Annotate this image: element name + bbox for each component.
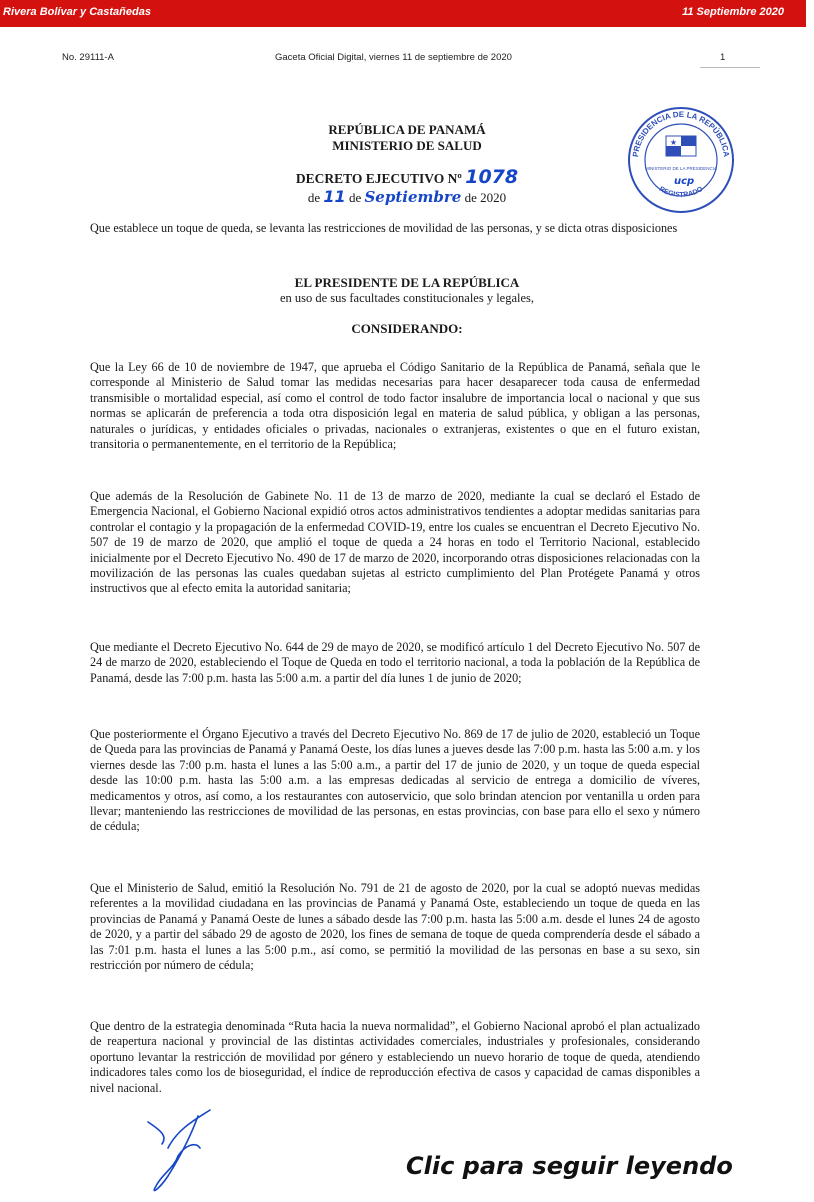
gazette-rule <box>700 67 760 68</box>
decree-summary: Que establece un toque de queda, se levanta las restricciones de movilidad de las personas, y se dicta otras disposiciones <box>90 221 678 235</box>
presidency-seal-icon <box>622 104 740 214</box>
header-date: 11 Septiembre 2020 <box>682 6 784 18</box>
seal-ring-text: PRESIDENCIA DE LA REPÚBLICA <box>631 109 731 158</box>
gazette-title: Gaceta Oficial Digital, viernes 11 de septiembre de 2020 <box>275 52 512 63</box>
paragraph-6: Que dentro de la estrategia denominada “Ruta hacia la nueva normalidad”, el Gobierno Nacional aprobó el plan actualizado de reapertura nacional y provincial de las distintas actividades comerciales, industriales y profesionales, considerando oportuno levantar la restricción de movilidad por género y estableciendo un nuevo horario de toque de queda, atendiendo indicadores tales como los de bioseguridad, el índice de reproducción efectiva de casos y capacidad de camas disponibles a nivel nacional. <box>90 1019 700 1095</box>
header-banner <box>0 0 806 27</box>
decree-label: DECRETO EJECUTIVO Nº <box>295 171 462 186</box>
panama-flag-icon <box>666 136 696 157</box>
continue-reading-link[interactable]: Clic para seguir leyendo <box>406 1152 733 1180</box>
paragraph-5: Que el Ministerio de Salud, emitió la Resolución No. 791 de 21 de agosto de 2020, por la cual se adoptó nuevas medidas referentes a la movilidad ciudadana en las provincias de Panamá y Panamá Oste, estableciendo un toque de queda en las provincias de Panamá y Panamá Oeste de lunes a sábado desde las 7:00 p.m. hasta las 5:00 a.m. desde el lunes 24 de agosto de 2020, y a partir del sábado 29 de agosto de 2020, los fines de semana de toque de queda comprendería desde el sábado a las 7:01 p.m. hasta el lunes a las 5:00 p.m., así como, se permitió la movilidad de las personas en base a su sexo, sin restricción por número de cédula; <box>90 881 700 973</box>
decree-date-suffix: de 2020 <box>464 190 507 205</box>
decree-date-middle: de <box>348 190 362 205</box>
handwritten-signature <box>138 1108 248 1198</box>
paragraph-3: Que mediante el Decreto Ejecutivo No. 644 de 29 de mayo de 2020, se modificó artículo 1 del Decreto Ejecutivo No. 507 de 24 de marzo de 2020, estableciendo el Toque de Queda en todo el territorio nacional, a toda la población de la República de Panamá, desde las 7:00 p.m. hasta las 5:00 a.m. a partir del día lunes 1 de junio de 2020; <box>90 640 700 685</box>
svg-text:★: ★ <box>669 138 678 147</box>
seal-inner-text: MINISTERIO DE LA PRESIDENCIA <box>644 166 718 171</box>
president-title: EL PRESIDENTE DE LA REPÚBLICA <box>294 275 520 290</box>
gazette-page: 1 <box>720 52 726 63</box>
heading-ministry: MINISTERIO DE SALUD <box>332 138 482 153</box>
decree-month: Septiembre <box>364 188 462 206</box>
considerando-heading: CONSIDERANDO: <box>351 321 463 336</box>
svg-text:REGISTRADO <box>658 186 705 199</box>
seal-bottom-text: REGISTRADO <box>657 185 705 199</box>
paragraph-2: Que además de la Resolución de Gabinete No. 11 de 13 de marzo de 2020, mediante la cual se declaró el Estado de Emergencia Nacional, el Gobierno Nacional expidió otros actos administrativos tendientes a adoptar medidas sanitarias para controlar el contagio y la propagación de la enfermedad COVID-19, entre los cuales se encuentran el Decreto Ejecutivo No. 507 de 19 de marzo de 2020, que amplió el toque de queda a 24 horas en todo el Territorio Nacional, establecido inicialmente por el Decreto Ejecutivo No. 490 de 17 de marzo de 2020, incorporando otras disposiciones relacionadas con la movilización de las personas las cuales quedaban sujetas al estricto cumplimiento del Plan Protégete Panamá y otros instructivos que al efecto emita la autoridad sanitaria; <box>90 489 700 596</box>
gazette-number: No. 29111-A <box>62 52 114 63</box>
president-subtitle: en uso de sus facultades constitucionales y legales, <box>279 291 535 305</box>
decree-day: 11 <box>323 187 346 206</box>
paragraph-4: Que posteriormente el Órgano Ejecutivo a través del Decreto Ejecutivo No. 869 de 17 de julio de 2020, estableció un Toque de Queda para las provincias de Panamá y Panamá Oeste, los días lunes a jueves desde las 7:00 p.m. hasta las 5:00 a.m. y los viernes desde las 7:00 p.m. hasta el lunes a las 5:00 a.m., a partir del 17 de junio de 2020, y un toque de queda especial desde las 10:00 p.m. hasta las 5:00 a.m. a las empresas dedicadas al servicio de entrega a domicilio de víveres, medicamentos y otros, así como, a los restaurantes con autoservicio, que solo brindan atencion por ventanilla u orden para llevar; manteniendo las restricciones de movilidad de las personas, en estas provincias, con base para ello el sexo y número de cédula; <box>90 727 700 834</box>
header-source: Rivera Bolívar y Castañedas <box>3 6 151 18</box>
heading-country: REPÚBLICA DE PANAMÁ <box>328 122 486 137</box>
paragraph-1: Que la Ley 66 de 10 de noviembre de 1947, que aprueba el Código Sanitario de la República de Panamá, señala que le corresponde al Ministerio de Salud tomar las medidas necesarias para hacer desaparecer toda causa de enfermedad transmisible o mortalidad especial, así como el control de todo factor insalubre de importancia local o nacional y que sus normas se aplicarán de preferencia a toda otra disposición legal en materia de salud pública, y obligan a las personas, naturales o jurídicas, y entidades oficiales o privadas, nacionales o extranjeras, existentes o que en el futuro existan, transitoria o permanentemente, en el territorio de la República; <box>90 360 700 452</box>
svg-text:★: ★ <box>684 148 693 157</box>
decree-date-prefix: de <box>307 190 321 205</box>
seal-initials: ucp <box>674 176 695 187</box>
decree-number: 1078 <box>465 166 519 188</box>
